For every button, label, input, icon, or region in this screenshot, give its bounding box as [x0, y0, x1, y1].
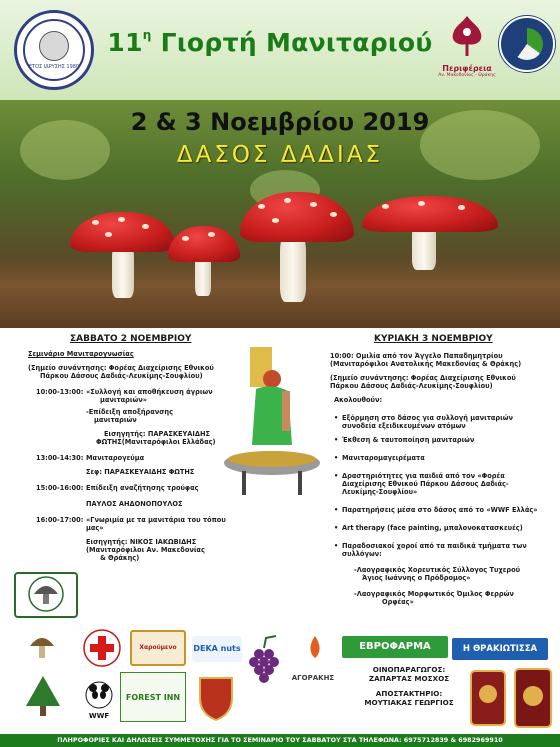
grapes-logo [246, 630, 284, 698]
municipality-shield-logo [194, 672, 238, 722]
sat-item-line: Εισηγητής: ΝΙΚΟΣ ΙΑΚΩΒΙΔΗΣ [86, 538, 197, 546]
bullet-icon: • [334, 414, 339, 422]
title-number: 11 [107, 28, 143, 57]
sun-item-line: Παρατηρήσεις μέσα στο δάσος από το «WWF Ελλάς» [342, 506, 538, 514]
oinoparagogos-name: ΖΑΠΑΡΤΑΣ ΜΟΣΧΟΣ [368, 674, 450, 683]
municipality-logo [499, 16, 555, 72]
sat-item-line: ΦΩΤΗΣ(Μανιταρόφιλοι Ελλάδας) [96, 438, 216, 446]
title-text: Γιορτή Μανιταριού [160, 28, 433, 57]
sat-item-line: μας» [86, 524, 104, 532]
saturday-meeting-2: Πάρκου Δάσους Δαδιάς-Λευκίμης-Σουφλίου) [40, 372, 203, 380]
sun-item-line: Δραστηριότητες για παιδιά από τον «Φορέα [342, 472, 505, 480]
deka-logo: DEKA nuts [192, 636, 242, 662]
mushroom-photo [0, 100, 560, 328]
municipality-emblem-icon [511, 28, 543, 60]
forest-inn-logo: FOREST INN [120, 672, 186, 722]
title-sup: η [142, 28, 152, 42]
grapes-icon [246, 630, 284, 698]
mushroom-icon [16, 574, 76, 616]
sat-time: 15:00-16:00: [36, 484, 84, 492]
logo-year: ΕΤΟΣ ΙΔΡΥΣΗΣ 1980 [28, 63, 80, 70]
sunday-meeting-1: (Σημείο συνάντησης: Φορέας Διαχείρισης Εθνικού [330, 374, 516, 382]
bullet-icon: • [334, 454, 339, 462]
evrofarma-logo: ΕΒΡΟΦΑΡΜΑ [342, 636, 448, 658]
restaurant-logo: Χαρούμενο [130, 630, 186, 666]
sat-item-line: ΠΑΥΛΟΣ ΑΗΔΟΝΟΠΟΥΛΟΣ [86, 500, 183, 508]
bullet-icon: • [334, 472, 339, 480]
mushroom-cap [70, 212, 175, 252]
sat-item-line: (Μανιταρόφιλοι Αν. Μακεδονίας [86, 546, 205, 554]
sat-item-line: Επίδειξη αναζήτησης τρούφας [86, 484, 199, 492]
region-emblem-icon [447, 14, 487, 58]
sat-time: 13:00-14:30: [36, 454, 84, 462]
wwf-logo [82, 680, 116, 724]
sun-item-line: Λευκίμης-Σουφλίου» [342, 488, 418, 496]
sunday-follow: Ακολουθούν: [334, 396, 383, 404]
sat-item-line: «Γνωριμία με τα μανιτάρια του τόπου [86, 516, 226, 524]
sun-item-line: συλλόγων: [342, 550, 382, 558]
emblem-icon [512, 666, 554, 730]
panda-icon [84, 680, 114, 710]
thrakiotissa-logo: Η ΘΡΑΚΙΩΤΙΣΣΑ [452, 638, 548, 660]
bullet-icon: • [334, 436, 339, 444]
apostaktirio-label: ΑΠΟΣΤΑΚΤΗΡΙΟ: [375, 689, 443, 698]
bullet-icon: • [334, 524, 339, 532]
sat-item-line: -Επίδειξη αποξήρανσης [86, 408, 174, 416]
sat-item-line: μανιταριών [94, 416, 137, 424]
agorakis-label: ΑΓΟΡΑΚΗΣ [291, 674, 335, 682]
region-logo [436, 14, 498, 94]
sun-item-line: Art therapy (face painting, μπαλονοκατασκευές) [342, 524, 523, 532]
footer-info: ΠΛΗΡΟΦΟΡΙΕΣ ΚΑΙ ΔΗΛΩΣΕΙΣ ΣΥΜΜΕΤΟΧΗΣ ΓΙΑ ΤΟ ΣΕΜΙΝΑΡΙΟ ΤΟΥ ΣΑΒΒΑΤΟΥ ΣΤΑ ΤΗΛΕΦΩΝΑ: 6975712839 & 6982969910 [0, 734, 560, 747]
flame-icon [292, 632, 338, 672]
club-line: Ορφέας» [382, 598, 414, 606]
mushroom-cap [362, 196, 498, 232]
agorakis-logo [290, 672, 336, 722]
national-park-logo [12, 670, 74, 726]
red-cross-logo [78, 628, 126, 668]
mushroom-cap [168, 226, 240, 262]
sun-item-line: Εξόρμηση στο δάσος για συλλογή μανιταριών [342, 414, 513, 422]
association-logo [14, 10, 94, 90]
wine-distillery-info [354, 665, 464, 707]
logo-ring [23, 19, 85, 81]
club-line: -Λαογραφικός Χορευτικός Σύλλογος Τυχερού [354, 566, 521, 574]
sunday-meeting-2: Πάρκου Δάσους Δαδιάς-Λευκίμης-Σουφλίου) [330, 382, 493, 390]
oinoparagogos-label: ΟΙΝΟΠΑΡΑΓΩΓΟΣ: [372, 665, 446, 674]
wwf-label: WWF [88, 712, 110, 720]
mushroom-club-logo [14, 572, 78, 618]
bullet-icon: • [334, 506, 339, 514]
sunday-opening-2: (Μανιταρόφιλοι Ανατολικής Μακεδονίας & Θράκης) [330, 360, 522, 368]
club-line: Άγιος Ιωάννης ο Πρόδρομος» [362, 574, 471, 582]
tradition-logo [292, 632, 338, 672]
sat-item-line: Μανιταρογεύμα [86, 454, 145, 462]
shield-icon [194, 672, 238, 722]
sat-item-line: μανιταριών» [100, 396, 147, 404]
sunday-opening-1: 10:00: Ομιλία από τον Άγγελο Παπαδημητρίου [330, 352, 503, 360]
cook-illustration [222, 345, 322, 495]
red-cross-icon [79, 628, 125, 668]
sat-time: 16:00-17:00: [36, 516, 84, 524]
region-sub: Αν. Μακεδονίας - Θράκης [438, 73, 496, 78]
event-date: 2 & 3 Νοεμβρίου 2019 [130, 108, 430, 136]
event-place: ΔΑΣΟΣ ΔΑΔΙΑΣ [176, 142, 384, 168]
emblem-icon [468, 668, 508, 728]
sat-item-line: «Συλλογή και αποθήκευση άγριων [86, 388, 213, 396]
header [0, 0, 560, 100]
seminar-title: Σεμινάριο Μανιταρογνωσίας [28, 350, 134, 358]
sun-item-line: Διαχείρισης Εθνικού Πάρκου Δάσους Δαδιάς- [342, 480, 509, 488]
sun-item-line: Μανιταρομαγειρέματα [342, 454, 425, 462]
sat-item-line: & Θράκης) [100, 554, 140, 562]
club-line: -Λαογραφικός Μορφωτικός Όμιλος Φερρών [354, 590, 514, 598]
sat-item-line: Εισηγητής: ΠΑΡΑΣΚΕΥΑΙΔΗΣ [104, 430, 210, 438]
sat-item-line: Σεφ: ΠΑΡΑΣΚΕΥΑΙΔΗΣ ΦΩΤΗΣ [86, 468, 195, 476]
event-title [100, 28, 440, 57]
sun-item-line: συνοδεία εξειδικευμένων ατόμων [342, 422, 466, 430]
sunday-title: ΚΥΡΙΑΚΗ 3 ΝΟΕΜΒΡΙΟΥ [374, 334, 493, 344]
sat-time: 10:00-13:00: [36, 388, 84, 396]
dance-club-logo [512, 666, 554, 730]
tree-icon [12, 670, 74, 726]
sun-item-line: Έκθεση & ταυτοποίηση μανιταριών [342, 436, 475, 444]
region-label: Περιφέρεια [442, 64, 492, 73]
mushroom-friends-logo [22, 628, 62, 664]
bullet-icon: • [334, 542, 339, 550]
mushroom-icon [22, 628, 62, 664]
sun-item-line: Παραδοσιακοί χοροί από τα παιδικά τμήματα των [342, 542, 527, 550]
club-emblem-logo [468, 668, 508, 728]
saturday-meeting-1: (Σημείο συνάντησης: Φορέας Διαχείρισης Εθνικού [28, 364, 214, 372]
apostaktirio-name: ΜΟΥΤΙΑΚΑΣ ΓΕΩΡΓΙΟΣ [364, 698, 454, 707]
saturday-title: ΣΑΒΒΑΤΟ 2 ΝΟΕΜΒΡΙΟΥ [70, 334, 192, 344]
